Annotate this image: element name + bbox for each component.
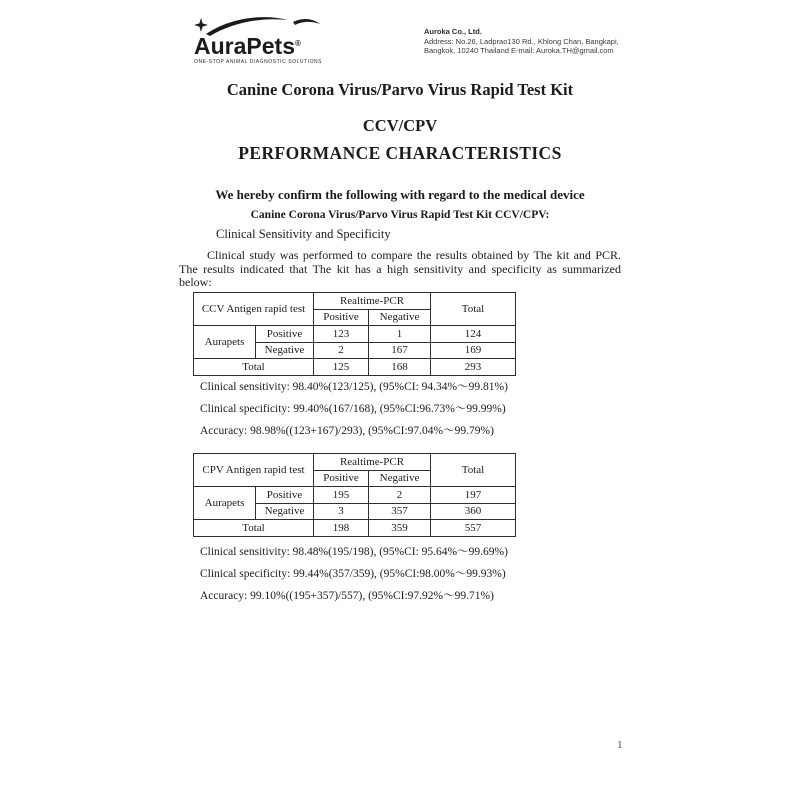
cell-value: 197 [431,487,516,504]
section-title: PERFORMANCE CHARACTERISTICS [238,143,562,163]
product-code-title: CCV/CPV [362,116,438,135]
table-row [194,326,516,343]
cpv-accuracy-line: Accuracy: 99.10%((195+357)/557), (95%CI:97.92%～99.71%) [200,590,494,602]
cell-value: 168 [369,359,431,376]
cell-value: 3 [314,503,369,520]
pcr-negative-header: Negative [369,309,431,326]
kit-header-cell: CCV Antigen rapid test [194,293,314,326]
company-address-line2: Bangkok, 10240 Thailand E-mail: Auroka.TH@gmail.com [424,46,614,56]
pcr-negative-header: Negative [369,470,431,487]
cpv-results-table [193,453,516,537]
cell-value: 2 [369,487,431,504]
cell-value: 195 [314,487,369,504]
ccv-sensitivity-line: Clinical sensitivity: 98.40%(123/125), (95%CI: 94.34%～99.81%) [200,381,508,393]
table-row [194,520,516,537]
confirmation-statement: We hereby confirm the following with regard to the medical device [215,187,585,202]
clinical-study-paragraph: Clinical study was performed to compare the results obtained by The kit and PCR. The results indicated that The kit has a high sensitivity and specificity as summarized below: [179,248,621,290]
row-label-negative: Negative [256,342,314,359]
pcr-header-cell: Realtime-PCR [314,454,431,471]
ccv-results-table [193,292,516,376]
company-info [424,27,639,56]
cpv-sensitivity-line: Clinical sensitivity: 98.48%(195/198), (95%CI: 95.64%～99.69%) [200,546,508,558]
table-row [194,454,516,471]
cell-value: 1 [369,326,431,343]
ccv-specificity-line: Clinical specificity: 99.40%(167/168), (95%CI:96.73%～99.99%) [200,403,506,415]
total-header-cell: Total [431,293,516,326]
row-label-positive: Positive [256,326,314,343]
ccv-accuracy-line: Accuracy: 98.98%((123+167)/293), (95%CI:97.04%～99.79%) [200,425,494,437]
page-number: 1 [617,739,623,751]
cpv-specificity-line: Clinical specificity: 99.44%(357/359), (95%CI:98.00%～99.93%) [200,568,506,580]
cell-value: 167 [369,342,431,359]
cell-value: 2 [314,342,369,359]
brand-cell: Aurapets [194,487,256,520]
pcr-header-cell: Realtime-PCR [314,293,431,310]
brand-cell: Aurapets [194,326,256,359]
cell-value: 357 [369,503,431,520]
total-row-label: Total [194,520,314,537]
table-row [194,359,516,376]
cell-value: 360 [431,503,516,520]
row-label-negative: Negative [256,503,314,520]
brand-tagline: ONE-STOP ANIMAL DIAGNOSTIC SOLUTIONS [194,59,323,65]
ccv-statistics [200,381,508,438]
cpv-statistics [200,546,508,603]
aurapets-logo [194,13,334,65]
cell-value: 123 [314,326,369,343]
cell-value: 124 [431,326,516,343]
cell-value: 557 [431,520,516,537]
subsection-heading: Clinical Sensitivity and Specificity [216,227,391,241]
brand-name [194,35,334,57]
brand-text: AuraPets [194,33,295,59]
total-row-label: Total [194,359,314,376]
registered-trademark: ® [294,39,301,48]
page-title: Canine Corona Virus/Parvo Virus Rapid Test Kit [226,80,574,99]
kit-header-cell: CPV Antigen rapid test [194,454,314,487]
row-label-positive: Positive [256,487,314,504]
cell-value: 293 [431,359,516,376]
cell-value: 125 [314,359,369,376]
cell-value: 169 [431,342,516,359]
company-name: Auroka Co., Ltd. [424,27,482,36]
company-address-line1: Address: No.26, Ladprao130 Rd., Khlong Chan, Bangkapi, [424,36,619,46]
pcr-positive-header: Positive [314,470,369,487]
cell-value: 198 [314,520,369,537]
device-name-line: Canine Corona Virus/Parvo Virus Rapid Test Kit CCV/CPV: [250,209,550,221]
table-row [194,293,516,310]
table-row [194,487,516,504]
cell-value: 359 [369,520,431,537]
total-header-cell: Total [431,454,516,487]
pcr-positive-header: Positive [314,309,369,326]
